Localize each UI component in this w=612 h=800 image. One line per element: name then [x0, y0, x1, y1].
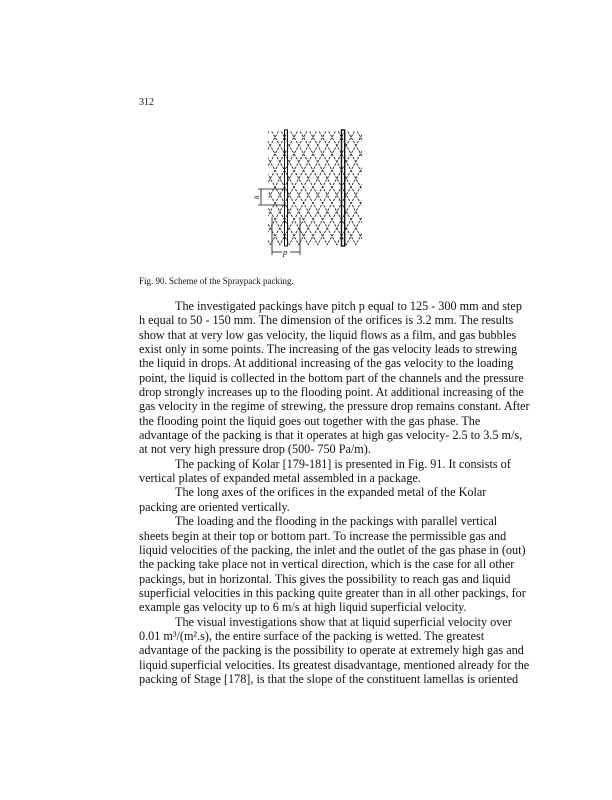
- text-line: advantage of the packing is that it operates at high gas velocity- 2.5 to 3.5 m/s,: [139, 428, 523, 443]
- spraypack-packing-figure: [250, 125, 375, 265]
- text-line: exist only in some points. The increasing of the gas velocity leads to strewing: [139, 342, 518, 357]
- figure-caption: Fig. 90. Scheme of the Spraypack packing.: [139, 276, 294, 286]
- text-line: the liquid in drops. At additional increasing of the gas velocity to the loading: [139, 356, 514, 371]
- text-line: vertical plates of expanded metal assembled in a package.: [139, 471, 421, 486]
- text-line: drop strongly increases up to the flooding point. At additional increasing of the: [139, 385, 524, 400]
- expanded-metal-mesh: [250, 125, 375, 265]
- label-h: h: [253, 195, 261, 199]
- text-line: point, the liquid is collected in the bottom part of the channels and the pressure: [139, 370, 524, 385]
- text-line: the packing take place not in vertical direction, which is the case for all other: [139, 557, 515, 572]
- text-line: liquid velocities of the packing, the inlet and the outlet of the gas phase in (out): [139, 542, 526, 557]
- text-line: example gas velocity up to 6 m/s at high liquid superficial velocity.: [139, 600, 467, 615]
- dimension-h: [258, 189, 286, 205]
- text-line: The investigated packings have pitch p equal to 125 - 300 mm and step: [175, 299, 522, 313]
- text-line: h equal to 50 - 150 mm. The dimension of the orifices is 3.2 mm. The results: [139, 313, 514, 328]
- text-line: advantage of the packing is the possibility to operate at extremely high gas and: [139, 643, 524, 658]
- text-line: sheets begin at their top or bottom part. To increase the permissible gas and: [139, 528, 507, 543]
- text-line: packings, but in horizontal. This gives the possibility to reach gas and liquid: [139, 571, 511, 586]
- text-line: The packing of Kolar [179-181] is presented in Fig. 91. It consists of: [175, 456, 511, 471]
- text-line: superficial velocities in this packing quite greater than in all other packings, for: [139, 585, 526, 600]
- text-line: gas velocity in the regime of strewing, the pressure drop remains constant. After: [139, 399, 530, 414]
- label-p: p: [283, 248, 287, 257]
- text-line: The long axes of the orifices in the expanded metal of the Kolar: [175, 485, 487, 500]
- page-number: 312: [139, 97, 154, 108]
- body-text: [139, 299, 530, 686]
- text-line: The visual investigations show that at liquid superficial velocity over: [175, 614, 512, 629]
- text-line: packing are oriented vertically.: [139, 499, 290, 514]
- text-line: liquid superficial velocities. Its greatest disadvantage, mentioned already for the: [139, 657, 530, 672]
- text-line: 0.01 m³/(m².s), the entire surface of the packing is wetted. The greatest: [139, 628, 485, 643]
- text-line: the flooding point the liquid goes out together with the gas phase. The: [139, 413, 481, 428]
- text-line: show that at very low gas velocity, the liquid flows as a film, and gas bubbles: [139, 327, 517, 342]
- text-line: at not very high pressure drop (500- 750 Pa/m).: [139, 442, 371, 457]
- text-line: packing of Stage [178], is that the slope of the constituent lamellas is oriented: [139, 671, 519, 686]
- text-line: The loading and the flooding in the packings with parallel vertical: [175, 514, 498, 529]
